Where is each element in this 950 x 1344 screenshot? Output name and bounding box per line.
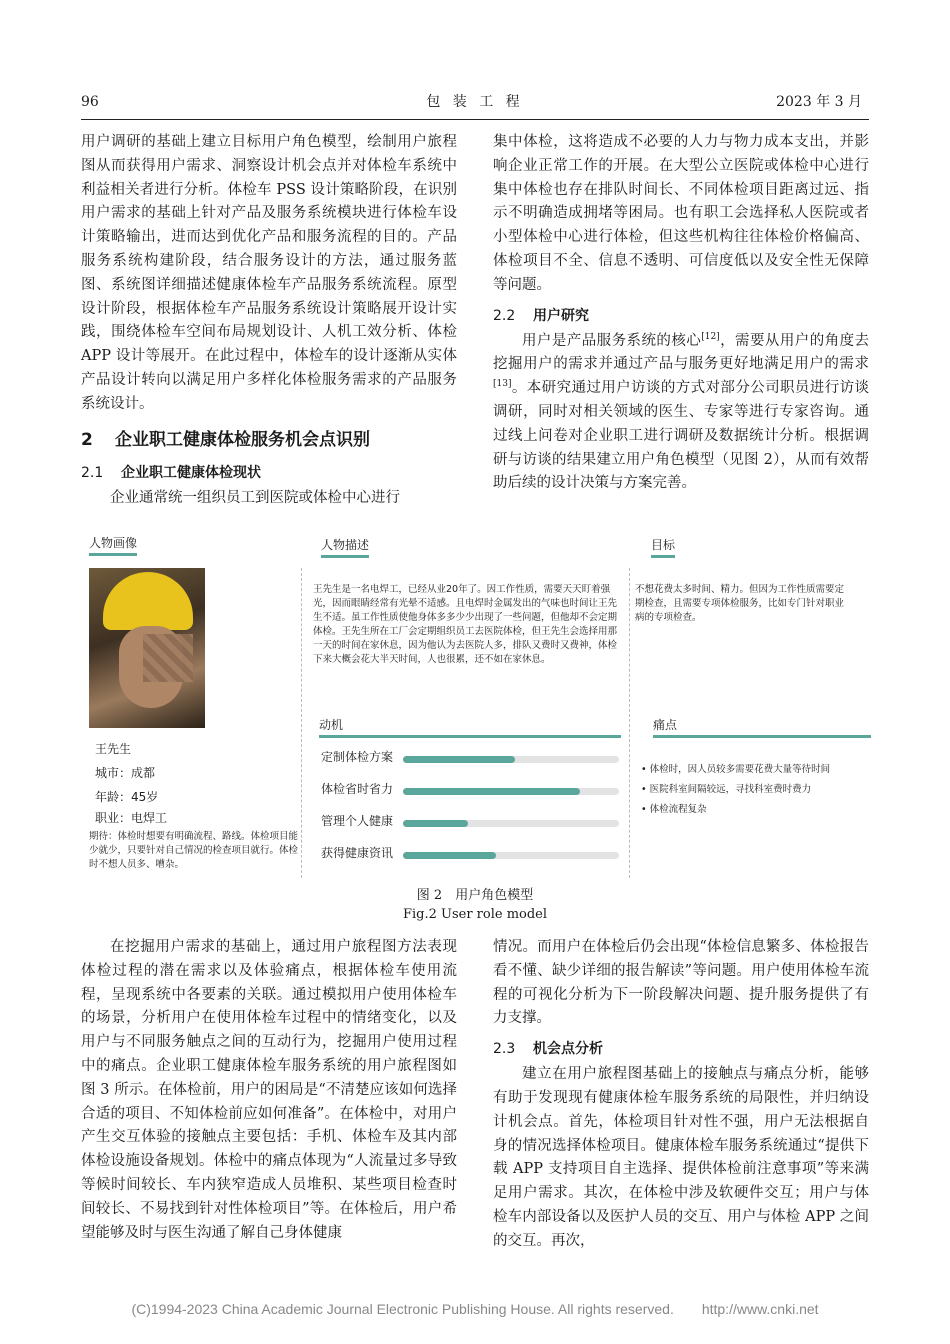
subsection-heading	[493, 304, 869, 328]
figure-caption-en: Fig.2 User role model	[402, 907, 548, 922]
privacy-mosaic	[143, 634, 193, 682]
text-run: 用户是产品服务系统的核心	[522, 332, 702, 349]
paragraph: 在挖掘用户需求的基础上，通过用户旅程图方法表现体检过程的潜在需求以及体验痛点，根据体检车使用流程，呈现系统中各要素的关联。通过模拟用户使用体检车的场景，分析用户在使用体检车过程中的情绪变化，以及用户与不同服务触点之间的互动行为，挖掘用户使用过程中的痛点。企业职工健康体检车服务系统的用户旅程图如图 3 所示。在体检前，用户的困局是“不清楚应该如何选择合适的项目、不知体检前应如何准备”。在体检中，对用户产生交互体验的接触点主要包括：手机、体检车及其内部体检设施设备规划。体检中的痛点体现为“人流量过多导致等候时间较长、车内狭窄造成人员堆积、某些项目检查时间较长、不易找到针对性体检项目”等。在体检后，用户希望能够及时与医生沟通了解自己身体健康	[81, 939, 457, 1241]
paragraph: 企业通常统一组织员工到医院或体检中心进行	[110, 489, 400, 506]
pain-item: • 体检时，因人员较多需要花费大量等待时间	[641, 764, 831, 775]
issue-date: 2023 年 3 月	[776, 94, 862, 110]
motivation-bar-track	[403, 788, 619, 795]
person-city: 城市：成都	[95, 766, 156, 780]
motivation-bar-track	[403, 820, 619, 827]
section-number: 2	[81, 429, 93, 450]
left-column-top	[81, 131, 457, 510]
tag-motivation: 动机	[319, 716, 621, 735]
helmet-shape	[103, 572, 193, 630]
section-title: 企业职工健康体检服务机会点识别	[115, 429, 370, 450]
person-job: 职业：电焊工	[95, 811, 168, 825]
motivation-label: 获得健康资讯	[321, 846, 394, 860]
journal-title: 包 装 工 程	[426, 94, 524, 110]
subsection-number: 2.1	[81, 464, 104, 481]
tag-goal: 目标	[651, 536, 675, 558]
motivation-bar-fill	[403, 756, 515, 763]
text-run: ，需要从用户的角度去挖掘用户的需求并通过产品与服务更好地满足用户的需求	[493, 332, 870, 373]
subsection-heading	[493, 1037, 869, 1061]
left-column-bottom	[81, 936, 457, 1245]
subsection-number: 2.3	[493, 1041, 516, 1058]
paragraph: 情况。而用户在体检后仍会出现“体检信息繁多、体检报告看不懂、缺少详细的报告解读”等问题。用户使用体检车流程的可视化分析为下一阶段解决问题、提升服务提供了有力支撑。	[493, 939, 869, 1027]
section-heading	[81, 427, 457, 453]
copyright-footer: (C)1994-2023 China Academic Journal Electronic Publishing House. All rights reserved. http://www.cnki.net	[131, 1301, 819, 1317]
paragraph: 集中体检，这将造成不必要的人力与物力成本支出，并影响企业正常工作的开展。在大型公立医院或体检中心进行集中体检也存在排队时间长、不同体检项目距离过远、指示不明确造成拥堵等困局。也有职工会选择私人医院或者小型体检中心进行体检，但这些机构往往体检价格偏高、体检项目不全、信息不透明、可信度低以及安全性无保障等问题。	[493, 134, 869, 293]
user-role-figure	[81, 528, 871, 880]
figure-caption-cn: 图 2 用户角色模型	[416, 888, 534, 903]
tag-pain: 痛点	[653, 716, 871, 735]
person-name: 王先生	[95, 742, 132, 756]
right-column-bottom	[493, 936, 869, 1254]
paragraph: 用户调研的基础上建立目标用户角色模型，绘制用户旅程图从而获得用户需求、洞察设计机会点并对体检车系统中利益相关者进行分析。体检车 PSS 设计策略阶段，在识别用户需求的基础上针对产品及服务系统模块进行体检车设计策略输出，进而达到优化产品和服务流程的目的。产品服务系统构建阶段，结合服务设计的方法，通过服务蓝图、系统图详细描述健康体检车产品服务系统流程。原型设计阶段，根据体检车产品服务系统设计策略展开设计实践，围绕体检车空间布局规划设计、人机工效分析、体检 APP 设计等展开。在此过程中，体检车的设计逐渐从实体产品设计转向以满足用户多样化体检服务需求的产品服务系统设计。	[81, 134, 457, 412]
citation: [12]	[701, 331, 720, 342]
person-expectation: 期待：体检时想要有明确流程、路线。体检项目能少就少，只要针对自己情况的检查项目就行。体检时不想人员多、嘈杂。	[89, 831, 299, 870]
page-number: 96	[81, 94, 99, 110]
tag-description: 人物描述	[321, 536, 369, 558]
motivation-label: 管理个人健康	[321, 814, 394, 828]
subsection-heading	[81, 461, 457, 485]
pain-item: • 医院科室间隔较远，寻找科室费时费力	[641, 784, 812, 795]
motivation-bar-fill	[403, 788, 580, 795]
pain-item: • 体检流程复杂	[641, 804, 707, 815]
motivation-label: 定制体检方案	[321, 750, 394, 764]
paragraph: 建立在用户旅程图基础上的接触点与痛点分析，能够有助于发现现有健康体检车服务系统的局限性，并归纳设计机会点。首先，体检项目针对性不强，用户无法根据自身的情况选择体检项目。健康体检车服务系统通过“提供下载 APP 支持项目自主选择、提供体检前注意事项”等来满足用户需求。其次，在体检中涉及软硬件交互；用户与体检车内部设备以及医护人员的交互、用户与体检 APP 之间的交互。再次，	[493, 1066, 869, 1249]
motivation-bar-track	[403, 852, 619, 859]
motivation-bar-fill	[403, 820, 468, 827]
subsection-number: 2.2	[493, 307, 516, 324]
citation: [13]	[493, 379, 512, 390]
subsection-title: 用户研究	[533, 307, 589, 324]
header-rule	[81, 119, 869, 120]
tag-portrait: 人物画像	[89, 534, 137, 556]
person-age: 年龄：45岁	[95, 790, 159, 804]
subsection-title: 企业职工健康体检现状	[121, 464, 261, 481]
motivation-bar-track	[403, 756, 619, 763]
subsection-title: 机会点分析	[533, 1041, 603, 1058]
text-run: 。本研究通过用户访谈的方式对部分公司职员进行访谈调研，同时对相关领域的医生、专家等进行专家咨询。通过线上问卷对企业职工进行调研及数据统计分析。根据调研与访谈的结果建立用户角色模型（见图 2），从而有效帮助后续的设计决策与方案完善。	[493, 380, 869, 492]
user-photo	[89, 568, 205, 728]
motivation-label: 体检省时省力	[321, 782, 394, 796]
motivation-bar-fill	[403, 852, 496, 859]
right-column-top	[493, 131, 869, 496]
goal-text: 不想花费太多时间、精力。但因为工作性质需要定期检查，且需要专项体检服务，比如专门针对职业病的专项检查。	[635, 584, 845, 623]
paragraph	[493, 330, 869, 497]
divider	[629, 568, 630, 878]
description-text: 王先生是一名电焊工，已经从业20年了。因工作性质，需要天天盯着强光，因而眼睛经常有光晕不适感。且电焊时金属发出的气味也时间让王先生不适。虽工作性质使他身体多多少少出现了一些问题，但他却不会定期体检。王先生所在工厂会定期组织员工去医院体检，但王先生会选择用那一天的时间在家休息，因为他认为去医院人多，排队又费时又费神，体检下来大概会花大半天时间，人也很累，还不如在家休息。	[313, 584, 618, 665]
divider	[301, 568, 302, 878]
